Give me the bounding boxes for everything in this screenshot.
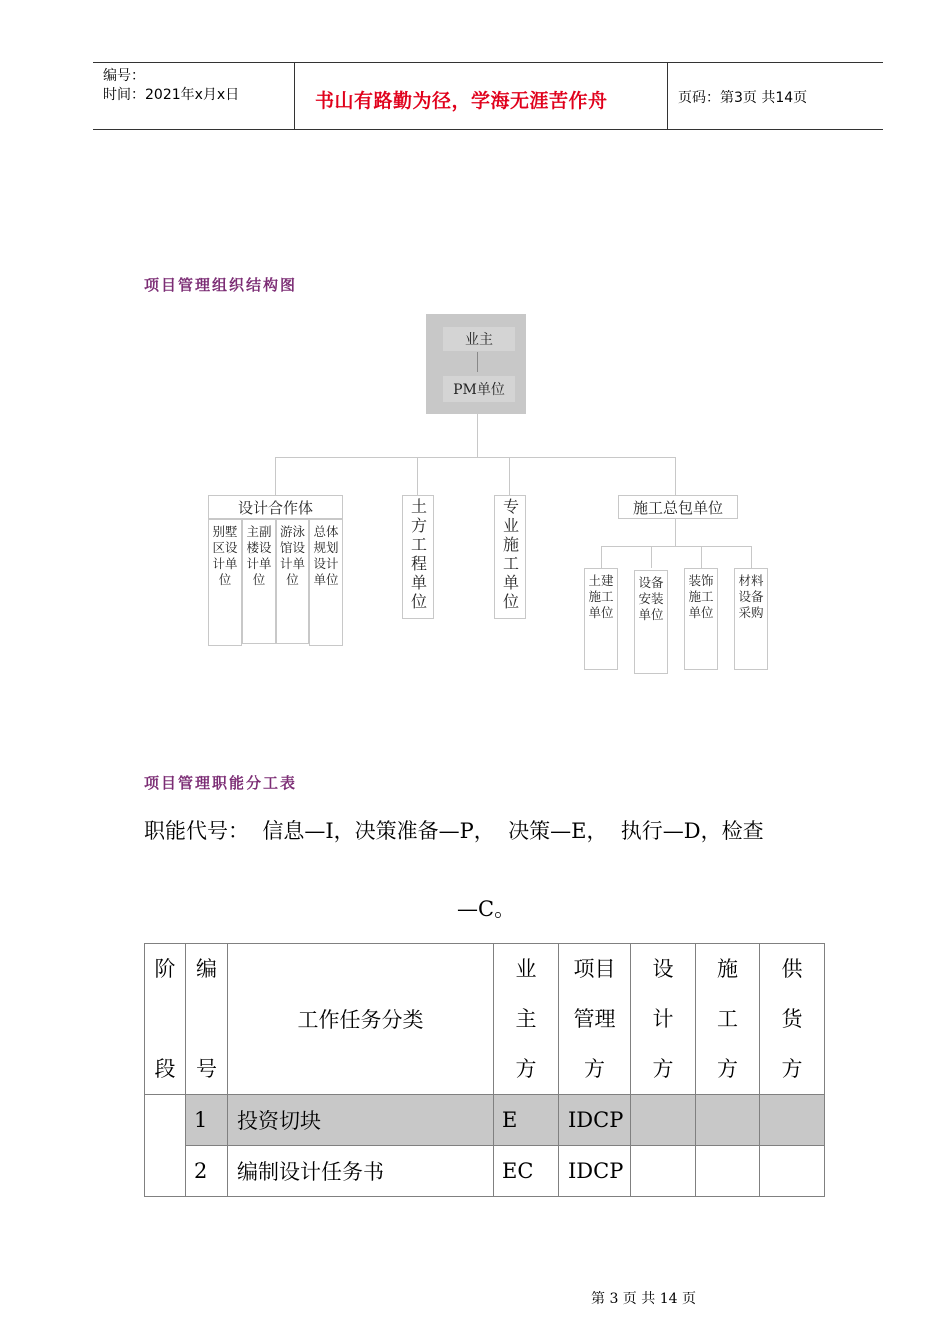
row-construction [696, 1095, 760, 1146]
col-header-no-text: 编 [196, 957, 217, 981]
org-design-sub-main: 主副楼设计单位 [242, 519, 276, 644]
org-owner-label: 业主 [465, 332, 493, 348]
header-page-info: 页码：第3页 共14页 [678, 90, 808, 106]
header-divider-right [667, 62, 668, 129]
org-specialty-box: 专业施工单位 [494, 495, 526, 619]
col-header-no-text: 号 [196, 1057, 217, 1081]
col-header-supply [760, 944, 825, 1095]
row-pm: IDCP [559, 1146, 631, 1197]
col-header-stage [145, 944, 186, 1095]
col-header-task [228, 944, 494, 1095]
header-bottom-rule [93, 129, 883, 130]
function-codes-line2: —C。 [457, 897, 516, 921]
row-owner: EC [494, 1146, 559, 1197]
org-general-sub-decoration: 装饰施工单位 [684, 568, 718, 670]
stage-cell [145, 1095, 186, 1197]
col-header-design-text: 方 [652, 1057, 674, 1081]
col-header-supply-text: 方 [781, 1057, 803, 1081]
col-header-construction-text: 施 [717, 957, 738, 981]
col-header-stage-text: 阶 [154, 957, 176, 981]
org-earthwork-box: 土方工程单位 [402, 495, 434, 619]
footer-page-number: 第 3 页 共 14 页 [591, 1291, 696, 1307]
org-general-sub-procurement: 材料设备采购 [734, 568, 768, 670]
col-header-owner-text: 方 [515, 1057, 537, 1081]
table-row [145, 1095, 825, 1146]
org-connector [601, 546, 752, 547]
org-design-box [208, 495, 343, 519]
col-header-stage-text: 段 [154, 1057, 176, 1081]
col-header-design-text: 设 [652, 957, 674, 981]
doc-number-label: 编号： [103, 68, 145, 84]
org-design-sub-planning: 总体规划设计单位 [309, 519, 343, 646]
org-connector [509, 457, 510, 495]
org-connector [701, 546, 702, 568]
row-no: 2 [186, 1146, 228, 1197]
col-header-pm-text: 项目 [573, 957, 616, 981]
function-table [144, 943, 825, 1197]
org-chart-title: 项目管理组织结构图 [144, 276, 298, 294]
org-connector [651, 546, 652, 568]
function-table-title: 项目管理职能分工表 [144, 774, 298, 792]
row-pm: IDCP [559, 1095, 631, 1146]
header-motto: 书山有路勤为径，学海无涯苦作舟 [315, 90, 608, 112]
row-owner: E [494, 1095, 559, 1146]
col-header-task-text: 工作任务分类 [297, 1008, 424, 1032]
row-design [631, 1146, 696, 1197]
org-connector [477, 352, 478, 372]
col-header-construction [696, 944, 760, 1095]
function-codes-line1: 职能代号： 信息—I，决策准备—P， 决策—E， 执行—D，检查 [144, 819, 764, 843]
row-design [631, 1095, 696, 1146]
org-connector [275, 457, 276, 495]
org-pm-box [442, 375, 516, 403]
org-connector [417, 457, 418, 495]
org-general-sub-equipment: 设备安装单位 [634, 570, 668, 674]
row-supply [760, 1146, 825, 1197]
org-connector [477, 414, 478, 458]
row-task: 编制设计任务书 [228, 1146, 494, 1197]
row-task: 投资切块 [228, 1095, 494, 1146]
org-general-sub-civil: 土建施工单位 [584, 568, 618, 670]
header-top-rule [93, 62, 883, 63]
col-header-construction-text: 工 [717, 1007, 738, 1031]
org-connector [601, 546, 602, 568]
org-general-label: 施工总包单位 [632, 498, 723, 517]
col-header-design-text: 计 [652, 1007, 674, 1031]
org-connector [275, 457, 676, 458]
org-design-sub-pool: 游泳馆设计单位 [276, 519, 309, 644]
doc-date-label: 时间：2021年x月x日 [103, 87, 240, 103]
org-general-box [618, 495, 738, 519]
table-header-row [145, 944, 825, 1095]
col-header-owner-text: 主 [515, 1007, 537, 1031]
col-header-pm [559, 944, 631, 1095]
col-header-supply-text: 供 [781, 957, 803, 981]
col-header-owner-text: 业 [515, 957, 537, 981]
row-supply [760, 1095, 825, 1146]
col-header-supply-text: 货 [781, 1007, 803, 1031]
org-connector [675, 457, 676, 495]
col-header-pm-text: 方 [584, 1057, 605, 1081]
col-header-construction-text: 方 [717, 1057, 738, 1081]
org-pm-label: PM单位 [453, 382, 505, 398]
col-header-no [186, 944, 228, 1095]
header-divider-left [294, 62, 295, 129]
row-no: 1 [186, 1095, 228, 1146]
table-row [145, 1146, 825, 1197]
col-header-owner [494, 944, 559, 1095]
row-construction [696, 1146, 760, 1197]
org-design-label: 设计合作体 [237, 498, 313, 517]
col-header-pm-text: 管理 [573, 1007, 616, 1031]
org-connector [675, 519, 676, 547]
col-header-design [631, 944, 696, 1095]
org-design-sub-villa: 别墅区设计单位 [208, 519, 242, 646]
org-owner-box [442, 326, 516, 352]
org-connector [751, 546, 752, 568]
